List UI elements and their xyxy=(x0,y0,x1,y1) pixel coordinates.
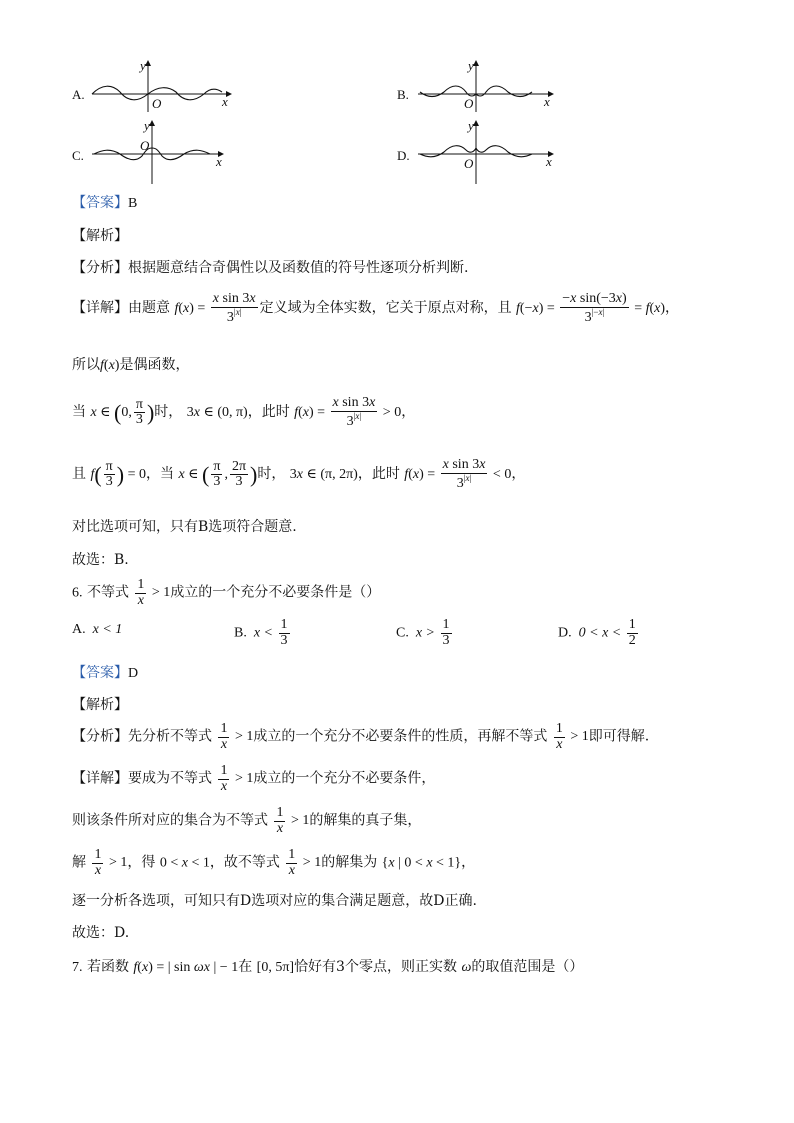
q5-detail-line5: 对比选项可知，只有B选项符合题意. xyxy=(72,519,297,535)
q5-detail-line4: 且 f( $\frac{\pi}{3}$ ) = 0，当 x ∈ ( $\frac{\pi}{3}$ , $\frac{2\pi}{3}$ )时， 3x ∈ (π, 2π)，此时 f(x) = $\frac{\text{x sin 3x}}{3^{|x|}}$ < 0， xyxy=(72,457,526,491)
graph-a-origin: O xyxy=(152,96,162,111)
graph-d-y-label: y xyxy=(468,118,474,133)
graph-a-x-label: x xyxy=(222,94,228,109)
q5-detail-line2: 所以f(x)是偶函数， xyxy=(72,357,190,373)
q6-answer-line: 【答案】D xyxy=(72,665,139,681)
fenxi-text: 根据题意结合奇偶性以及函数值的符号性逐项分析判断. xyxy=(128,260,469,276)
option-c-label: C. xyxy=(72,148,84,163)
q6-analysis-tag: 【解析】 xyxy=(72,697,128,713)
q6-option-c[interactable]: C. x > $\frac{1}{3}$ xyxy=(396,617,450,648)
fenxi-tag: 【分析】 xyxy=(72,260,128,276)
q6-detail-line3: 解 $\frac{1}{x}$ > 1，得 0 < x < 1，故不等式 $\frac{1}{x}$ > 1的解集为 {x | 0 < x < 1}， xyxy=(72,847,476,878)
q6-fenxi-line: 【分析】先分析不等式 $\frac{1}{x}$ > 1成立的一个充分不必要条件的性质，再解不等式 $\frac{1}{x}$ > 1即可得解. xyxy=(72,721,650,752)
q6-option-b[interactable]: B. x < $\frac{1}{3}$ xyxy=(234,617,288,648)
graph-option-a xyxy=(88,58,238,114)
q6-stem: 6. 不等式 $\frac{1}{x}$ > 1成立的一个充分不必要条件是（） xyxy=(72,577,381,608)
q6-detail-line2: 则该条件所对应的集合为不等式 $\frac{1}{x}$ > 1的解集的真子集， xyxy=(72,805,422,836)
xiangjie-tag: 【详解】 xyxy=(72,299,128,316)
q5-analysis-tag: 【解析】 xyxy=(72,228,128,244)
q6-detail-line5: 故选：D. xyxy=(72,925,130,941)
q5-detail-line3: 当 x ∈ (0, $\frac{\pi}{3}$ )时， 3x ∈ (0, π)，此时 f(x) = $\frac{\text{x sin 3x}}{3^{|x|}}$ > 0， xyxy=(72,395,416,429)
graph-b-y-label: y xyxy=(468,58,474,73)
q6-detail-line4: 逐一分析各选项，可知只有D选项对应的集合满足题意，故D正确. xyxy=(72,893,477,909)
q6-option-d[interactable]: D. 0 < x < $\frac{1}{2}$ xyxy=(558,617,636,648)
q6-detail-line1: 【详解】要成为不等式 $\frac{1}{x}$ > 1成立的一个充分不必要条件， xyxy=(72,763,436,794)
graph-c-y-label: y xyxy=(144,118,150,133)
graph-c-origin: O xyxy=(140,138,150,153)
q5-fenxi-line xyxy=(72,257,468,277)
graph-option-b xyxy=(414,58,564,114)
option-d-label: D. xyxy=(397,148,410,163)
q5-answer-line xyxy=(72,192,137,212)
graph-b-x-label: x xyxy=(544,94,550,109)
graph-b-origin: O xyxy=(464,96,474,111)
answer-tag: 【答案】 xyxy=(72,195,128,211)
option-a-label: A. xyxy=(72,87,85,102)
answer-value: B xyxy=(128,196,138,211)
q5-detail-line1: 【详解】由题意 f(x) = $\frac{\text{x sin 3x}}{3^{|x|}}$ 定义域为全体实数，它关于原点对称，且 f(−x) = $\frac{\text{−x sin(−3x)}}{3^{|-x|}}$ = f(x)， xyxy=(72,291,680,325)
graph-option-d xyxy=(414,118,564,188)
q6-option-a[interactable]: A. x < 1 xyxy=(72,622,123,637)
graph-d-x-label: x xyxy=(546,154,552,169)
q5-detail-line6: 故选：B. xyxy=(72,552,129,568)
graph-a-y-label: y xyxy=(140,58,146,73)
graph-option-c xyxy=(88,118,238,188)
q7-stem: 7. 若函数 f(x) = | sin ωx | − 1在 [0, 5π]恰好有3个零点，则正实数 ω的取值范围是（） xyxy=(72,959,584,975)
graph-d-origin: O xyxy=(464,156,474,171)
option-b-label: B. xyxy=(397,87,409,102)
graph-c-x-label: x xyxy=(216,154,222,169)
